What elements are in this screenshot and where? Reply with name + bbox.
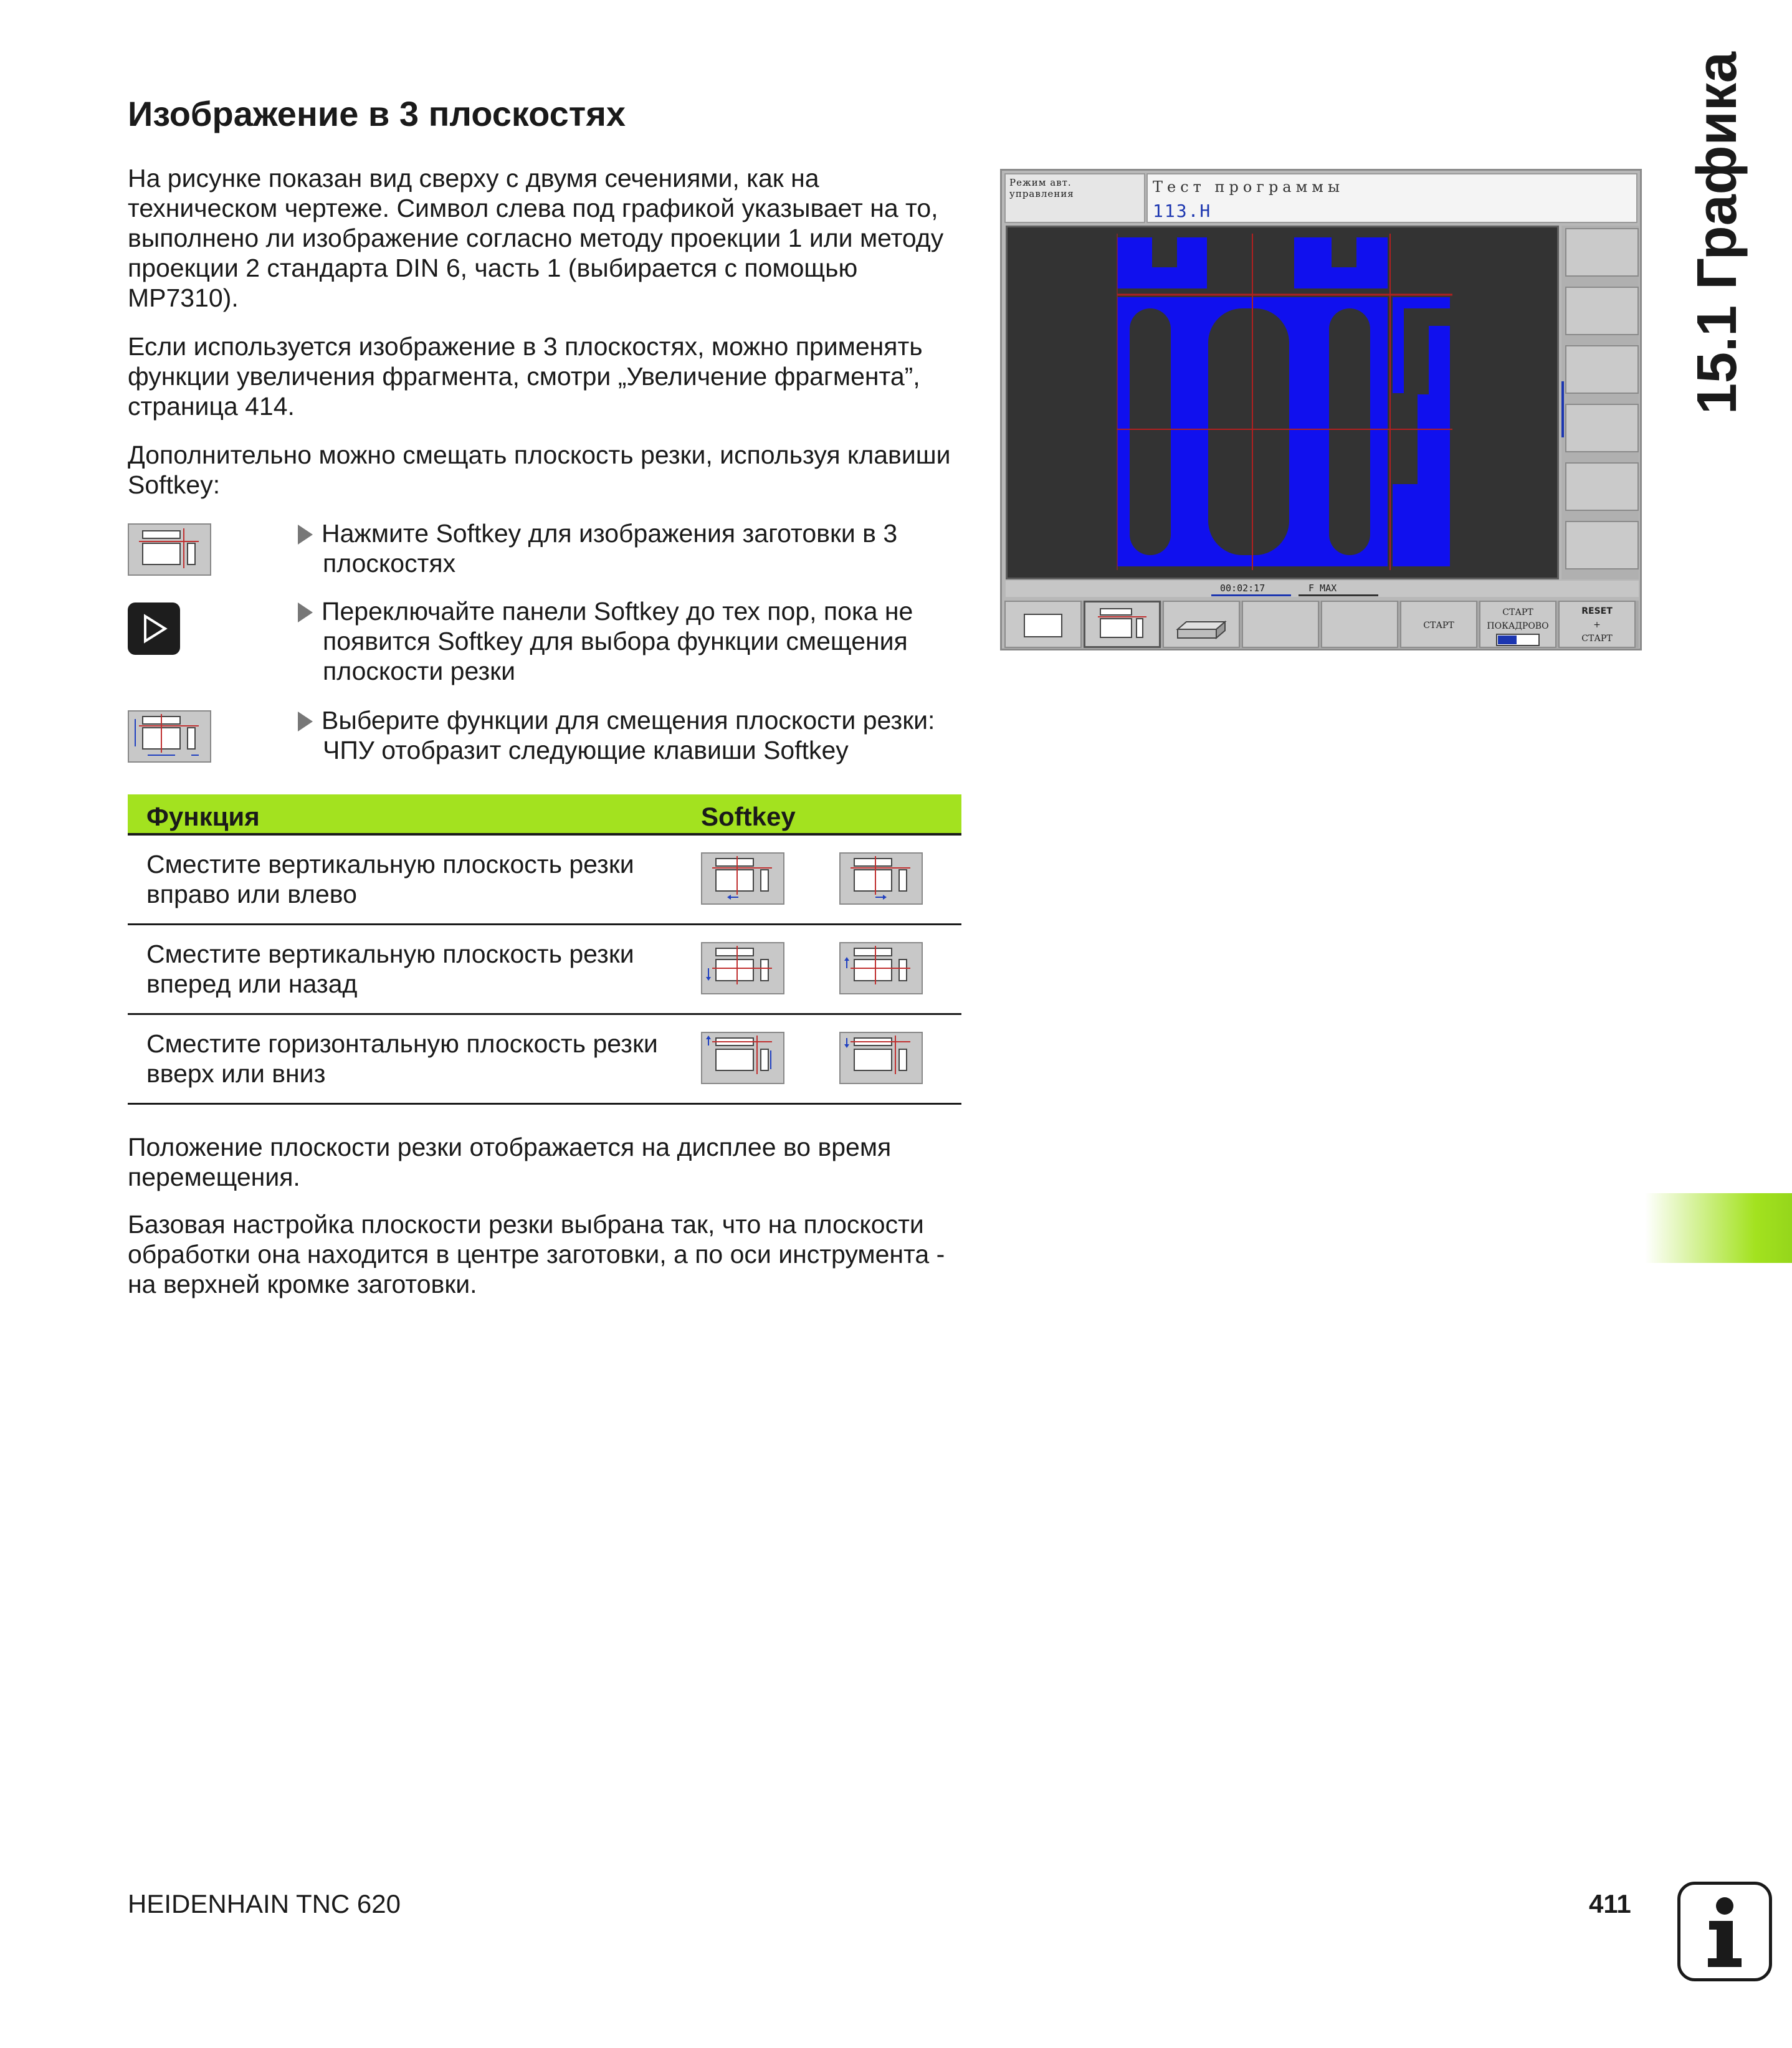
program-run-title: Тест программы [1153, 178, 1345, 196]
table-row [128, 925, 961, 1015]
shift-forward-icon [701, 942, 784, 994]
default-setting-paragraph: Базовая настройка плоскости резки выбрана так, что на плоскости обработки она находится в центре заготовки, а по оси инструмента - на верхней кромке заготовки. [128, 1210, 945, 1298]
shift-up-icon [701, 1032, 784, 1084]
status-bar [1006, 581, 1639, 597]
table-header [128, 794, 961, 836]
side-softkey[interactable] [1565, 345, 1639, 394]
function-cell: Сместите вертикальную плоскость резки вперед или назад [146, 940, 634, 998]
program-name: 113.H [1153, 201, 1212, 221]
step-2-text: Переключайте панели Softkey до тех пор, пока не появится Softkey для выбора функции смещения плоскости резки [298, 596, 971, 686]
mode-line-2: управления [1009, 188, 1074, 199]
side-softkey[interactable] [1565, 462, 1639, 511]
horizontal-softkey-bar [1004, 601, 1639, 648]
side-softkey[interactable] [1565, 521, 1639, 569]
chapter-label: 15.1 Графика [1686, 52, 1748, 414]
header-softkey: Softkey [701, 802, 796, 831]
page-title: Изображение в 3 плоскостях [128, 94, 626, 133]
run-time: 00:02:17 [1220, 583, 1265, 594]
scroll-indicator [1561, 381, 1564, 437]
page-number: 411 [1589, 1889, 1631, 1918]
reset-start-softkey[interactable]: RESET + СТАРТ [1558, 601, 1636, 648]
side-softkey[interactable] [1565, 228, 1639, 277]
info-icon [1677, 1882, 1772, 1981]
softkey-paragraph: Дополнительно можно смещать плоскость резки, используя клавиши Softkey: [128, 441, 951, 499]
shift-left-icon [701, 852, 784, 905]
step-arrow-icon [298, 602, 313, 622]
next-softkey-row-key-icon [128, 602, 180, 655]
program-header [1146, 173, 1637, 223]
step-3-text: Выберите функции для смещения плоскости резки: ЧПУ отобразит следующие клавиши Softkey [298, 705, 971, 765]
shift-back-icon [839, 942, 923, 994]
header-function: Функция [146, 802, 260, 831]
softkey-table [128, 794, 961, 1105]
start-single-block-softkey[interactable]: СТАРТ ПОКАДРОВО [1479, 601, 1556, 648]
function-cell: Сместите вертикальную плоскость резки вправо или влево [146, 850, 634, 908]
view-plan-softkey[interactable] [1004, 601, 1082, 648]
view-three-planes-softkey[interactable] [1084, 601, 1161, 648]
three-plane-graphic [1006, 226, 1559, 579]
vertical-softkey-bar [1561, 226, 1639, 579]
mode-line-1: Режим авт. [1009, 177, 1072, 188]
operating-mode-box [1004, 173, 1145, 223]
shift-section-plane-softkey-icon [128, 710, 211, 763]
step-arrow-icon [298, 712, 313, 731]
footer-product: HEIDENHAIN TNC 620 [128, 1889, 401, 1918]
step-arrow-icon [298, 525, 313, 545]
function-cell: Сместите горизонтальную плоскость резки вверх или вниз [146, 1029, 658, 1088]
tnc-screenshot [1000, 169, 1642, 650]
table-row [128, 1015, 961, 1105]
side-softkey[interactable] [1565, 287, 1639, 335]
zoom-paragraph: Если используется изображение в 3 плоскостях, можно применять функции увеличения фрагмента, смотри „Увеличение фрагмента”, страница 414. [128, 332, 923, 421]
chapter-tab [1645, 1193, 1792, 1263]
step-1-text: Нажмите Softkey для изображения заготовки в 3 плоскостях [298, 518, 971, 578]
shift-right-icon [839, 852, 923, 905]
table-row [128, 836, 961, 925]
side-softkey[interactable] [1565, 404, 1639, 452]
view-3d-softkey[interactable] [1163, 601, 1240, 648]
feed-rate: F MAX [1308, 583, 1337, 594]
position-paragraph: Положение плоскости резки отображается на дисплее во время перемещения. [128, 1133, 892, 1191]
shift-down-icon [839, 1032, 923, 1084]
empty-softkey[interactable] [1321, 601, 1398, 648]
start-softkey[interactable]: СТАРТ [1400, 601, 1477, 648]
three-planes-softkey-icon [128, 523, 211, 576]
empty-softkey[interactable] [1242, 601, 1319, 648]
intro-paragraph: На рисунке показан вид сверху с двумя сечениями, как на техническом чертеже. Символ слева под графикой указывает на то, выполнено ли изображение согласно методу проекции 1 или методу проекции 2 стандарта DIN 6, часть 1 (выбирается с помощью MP7310). [128, 164, 944, 312]
